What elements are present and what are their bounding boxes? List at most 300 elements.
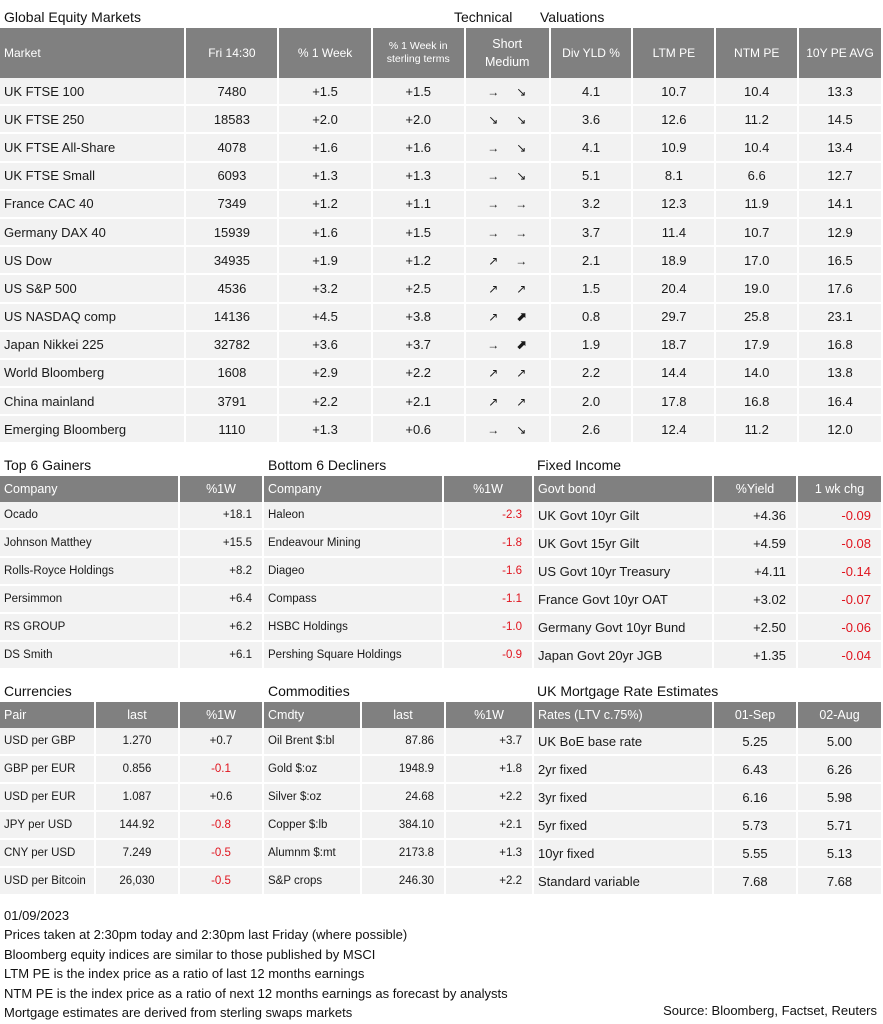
ten-year-pe-avg: 13.8 (799, 360, 883, 388)
commodity-change: +2.2 (446, 868, 534, 896)
equity-row (0, 106, 883, 134)
market-price: 4536 (186, 275, 279, 303)
cur-col-pair: Pair (0, 702, 96, 728)
cmd-col-change: %1W (446, 702, 534, 728)
decliner-row (264, 586, 534, 614)
ltm-pe: 12.6 (633, 106, 716, 134)
ten-year-pe-avg: 14.5 (799, 106, 883, 134)
bond-week-change: -0.14 (798, 558, 883, 586)
commodity-last: 384.10 (362, 812, 446, 840)
market-sterling-change: +1.2 (373, 247, 466, 275)
gainer-change: +18.1 (180, 502, 264, 530)
commodity-row (264, 756, 534, 784)
commodity-name: Silver $:oz (264, 784, 362, 812)
market-sterling-change: +2.5 (373, 275, 466, 303)
dividend-yield: 2.1 (551, 247, 634, 275)
mortgage-row (534, 840, 883, 868)
technical-arrows (466, 134, 551, 162)
mortgage-row (534, 868, 883, 896)
commodity-change: +2.1 (446, 812, 534, 840)
ltm-pe: 12.3 (633, 191, 716, 219)
bond-yield: +3.02 (714, 586, 798, 614)
commodity-row (264, 728, 534, 756)
gainer-company: DS Smith (0, 642, 180, 670)
decliner-company: Pershing Square Holdings (264, 642, 444, 670)
ten-year-pe-avg: 13.3 (799, 78, 883, 106)
fixed-income-table (534, 476, 883, 670)
commodity-row (264, 868, 534, 896)
col-technical-short: Short (492, 37, 523, 51)
currency-change: -0.1 (180, 756, 264, 784)
decliner-row (264, 558, 534, 586)
market-price: 4078 (186, 134, 279, 162)
short-term-arrow-icon: ↗ (488, 366, 499, 381)
col-div: Div YLD % (551, 28, 634, 78)
fi-col-bond: Govt bond (534, 476, 714, 502)
currency-change: -0.5 (180, 840, 264, 868)
bond-week-change: -0.04 (798, 642, 883, 670)
currency-change: -0.5 (180, 868, 264, 896)
market-week-change: +1.3 (279, 163, 372, 191)
commodities-header-row (264, 702, 534, 728)
market-name: US S&P 500 (0, 275, 186, 303)
ntm-pe: 11.2 (716, 416, 799, 444)
bond-row (534, 502, 883, 530)
equity-row (0, 134, 883, 162)
cur-col-last: last (96, 702, 180, 728)
market-price: 3791 (186, 388, 279, 416)
currencies-header-row (0, 702, 264, 728)
bond-yield: +4.59 (714, 530, 798, 558)
mortgage-rate-aug: 6.26 (798, 756, 883, 784)
bond-week-change: -0.08 (798, 530, 883, 558)
decliner-row (264, 502, 534, 530)
mortgage-table (534, 702, 883, 896)
bond-yield: +2.50 (714, 614, 798, 642)
dividend-yield: 3.7 (551, 219, 634, 247)
market-name: Japan Nikkei 225 (0, 332, 186, 360)
decliner-change: -1.0 (444, 614, 534, 642)
col-technical (466, 28, 551, 78)
short-term-arrow-icon: → (487, 337, 500, 352)
technical-arrows (466, 78, 551, 106)
currency-pair: GBP per EUR (0, 756, 96, 784)
gainer-change: +6.4 (180, 586, 264, 614)
mortgage-row (534, 728, 883, 756)
short-term-arrow-icon: ↘ (488, 112, 499, 127)
market-week-change: +1.6 (279, 134, 372, 162)
decliner-company: Haleon (264, 502, 444, 530)
equity-row (0, 388, 883, 416)
market-name: Germany DAX 40 (0, 219, 186, 247)
mortgage-rate-aug: 5.98 (798, 784, 883, 812)
market-name: UK FTSE 250 (0, 106, 186, 134)
equity-row (0, 360, 883, 388)
currency-change: +0.6 (180, 784, 264, 812)
mortgage-type: 5yr fixed (534, 812, 714, 840)
currency-row (0, 784, 264, 812)
mortgage-rate-sep: 5.25 (714, 728, 798, 756)
decliner-change: -2.3 (444, 502, 534, 530)
mortgage-type: 3yr fixed (534, 784, 714, 812)
mortgage-rate-aug: 5.13 (798, 840, 883, 868)
currency-pair: USD per GBP (0, 728, 96, 756)
ntm-pe: 6.6 (716, 163, 799, 191)
medium-term-arrow-icon: → (515, 225, 528, 240)
gainer-company: Johnson Matthey (0, 530, 180, 558)
market-price: 7349 (186, 191, 279, 219)
mortgage-type: 10yr fixed (534, 840, 714, 868)
market-week-change: +1.2 (279, 191, 372, 219)
market-sterling-change: +1.5 (373, 78, 466, 106)
equity-row (0, 304, 883, 332)
commodity-row (264, 784, 534, 812)
ntm-pe: 11.2 (716, 106, 799, 134)
commodity-last: 24.68 (362, 784, 446, 812)
bond-week-change: -0.06 (798, 614, 883, 642)
market-week-change: +1.3 (279, 416, 372, 444)
gainers-header-row (0, 476, 264, 502)
technical-arrows (466, 388, 551, 416)
equity-row (0, 275, 883, 303)
medium-term-arrow-icon: → (515, 197, 528, 212)
notes-line-5: Mortgage estimates are derived from sterling swaps markets (4, 1005, 353, 1021)
mortgage-title: UK Mortgage Rate Estimates (537, 683, 719, 699)
market-price: 7480 (186, 78, 279, 106)
bond-week-change: -0.07 (798, 586, 883, 614)
ntm-pe: 11.9 (716, 191, 799, 219)
technical-arrows (466, 304, 551, 332)
mortgage-row (534, 812, 883, 840)
decliner-change: -0.9 (444, 642, 534, 670)
gainer-change: +6.2 (180, 614, 264, 642)
mortgage-row (534, 784, 883, 812)
ltm-pe: 10.9 (633, 134, 716, 162)
technical-arrows (466, 191, 551, 219)
equity-row (0, 78, 883, 106)
market-week-change: +1.9 (279, 247, 372, 275)
gainer-company: Rolls-Royce Holdings (0, 558, 180, 586)
dividend-yield: 1.9 (551, 332, 634, 360)
ten-year-pe-avg: 16.5 (799, 247, 883, 275)
decliner-row (264, 642, 534, 670)
equity-row (0, 332, 883, 360)
currency-row (0, 728, 264, 756)
market-sterling-change: +1.1 (373, 191, 466, 219)
bond-name: US Govt 10yr Treasury (534, 558, 714, 586)
ten-year-pe-avg: 16.8 (799, 332, 883, 360)
market-name: US NASDAQ comp (0, 304, 186, 332)
mortgage-row (534, 756, 883, 784)
ntm-pe: 10.7 (716, 219, 799, 247)
mortgage-rate-sep: 6.16 (714, 784, 798, 812)
gainer-change: +15.5 (180, 530, 264, 558)
market-week-change: +1.5 (279, 78, 372, 106)
ten-year-pe-avg: 12.7 (799, 163, 883, 191)
currency-last: 7.249 (96, 840, 180, 868)
fi-col-yield: %Yield (714, 476, 798, 502)
commodity-name: Oil Brent $:bl (264, 728, 362, 756)
gainer-row (0, 530, 264, 558)
col-ntm: NTM PE (716, 28, 799, 78)
technical-arrows (466, 247, 551, 275)
short-term-arrow-icon: → (487, 140, 500, 155)
bond-yield: +4.36 (714, 502, 798, 530)
decliner-row (264, 614, 534, 642)
notes-line-4: NTM PE is the index price as a ratio of next 12 months earnings as forecast by analysts (4, 985, 508, 1001)
technical-arrows (466, 275, 551, 303)
footnotes (4, 906, 508, 1022)
decliner-change: -1.6 (444, 558, 534, 586)
bond-row (534, 586, 883, 614)
commodity-row (264, 812, 534, 840)
col-technical-medium: Medium (485, 55, 530, 69)
mortgage-rate-sep: 5.73 (714, 812, 798, 840)
commodities-title: Commodities (268, 683, 350, 699)
ltm-pe: 29.7 (633, 304, 716, 332)
currency-row (0, 812, 264, 840)
currency-pair: USD per EUR (0, 784, 96, 812)
commodity-change: +1.8 (446, 756, 534, 784)
ltm-pe: 14.4 (633, 360, 716, 388)
currency-last: 144.92 (96, 812, 180, 840)
gainers-col-change: %1W (180, 476, 264, 502)
cur-col-change: %1W (180, 702, 264, 728)
market-name: US Dow (0, 247, 186, 275)
market-price: 15939 (186, 219, 279, 247)
ten-year-pe-avg: 13.4 (799, 134, 883, 162)
fixed-income-header-row (534, 476, 883, 502)
gainer-change: +6.1 (180, 642, 264, 670)
decliners-header-row (264, 476, 534, 502)
col-sterling: % 1 Week in sterling terms (373, 28, 466, 78)
technical-arrows (466, 332, 551, 360)
medium-term-arrow-icon: ⬈ (515, 336, 527, 352)
ltm-pe: 20.4 (633, 275, 716, 303)
ntm-pe: 25.8 (716, 304, 799, 332)
gainer-change: +8.2 (180, 558, 264, 586)
gainer-company: Ocado (0, 502, 180, 530)
equities-header-row (0, 28, 883, 78)
mortgage-rate-aug: 5.00 (798, 728, 883, 756)
market-price: 1608 (186, 360, 279, 388)
ntm-pe: 10.4 (716, 78, 799, 106)
ltm-pe: 11.4 (633, 219, 716, 247)
ltm-pe: 17.8 (633, 388, 716, 416)
technical-arrows (466, 163, 551, 191)
medium-term-arrow-icon: ↘ (516, 140, 527, 155)
market-sterling-change: +3.7 (373, 332, 466, 360)
currency-row (0, 756, 264, 784)
bond-row (534, 642, 883, 670)
market-sterling-change: +2.0 (373, 106, 466, 134)
bond-yield: +1.35 (714, 642, 798, 670)
ltm-pe: 8.1 (633, 163, 716, 191)
commodity-last: 1948.9 (362, 756, 446, 784)
mort-col-rates: Rates (LTV c.75%) (534, 702, 714, 728)
short-term-arrow-icon: ↗ (488, 394, 499, 409)
market-price: 1110 (186, 416, 279, 444)
dividend-yield: 5.1 (551, 163, 634, 191)
notes-date: 01/09/2023 (4, 908, 70, 923)
market-sterling-change: +1.3 (373, 163, 466, 191)
ltm-pe: 12.4 (633, 416, 716, 444)
decliner-company: Diageo (264, 558, 444, 586)
commodity-last: 87.86 (362, 728, 446, 756)
gainers-table (0, 476, 264, 670)
market-sterling-change: +1.5 (373, 219, 466, 247)
medium-term-arrow-icon: ↘ (516, 112, 527, 127)
ten-year-pe-avg: 12.0 (799, 416, 883, 444)
currency-pair: JPY per USD (0, 812, 96, 840)
bond-row (534, 530, 883, 558)
decliner-company: Endeavour Mining (264, 530, 444, 558)
commodity-name: Alumnm $:mt (264, 840, 362, 868)
currency-pair: USD per Bitcoin (0, 868, 96, 896)
commodity-last: 246.30 (362, 868, 446, 896)
notes-line-1: Prices taken at 2:30pm today and 2:30pm last Friday (where possible) (4, 927, 408, 943)
medium-term-arrow-icon: ↘ (516, 422, 527, 437)
equity-row (0, 219, 883, 247)
currency-row (0, 840, 264, 868)
market-week-change: +2.2 (279, 388, 372, 416)
short-term-arrow-icon: → (487, 169, 500, 184)
ntm-pe: 19.0 (716, 275, 799, 303)
global-equity-title: Global Equity Markets (4, 9, 141, 25)
market-sterling-change: +1.6 (373, 134, 466, 162)
market-name: UK FTSE All-Share (0, 134, 186, 162)
currency-pair: CNY per USD (0, 840, 96, 868)
technical-arrows (466, 219, 551, 247)
dividend-yield: 1.5 (551, 275, 634, 303)
decliner-company: Compass (264, 586, 444, 614)
commodity-name: S&P crops (264, 868, 362, 896)
commodity-change: +3.7 (446, 728, 534, 756)
ten-year-pe-avg: 12.9 (799, 219, 883, 247)
short-term-arrow-icon: → (487, 84, 500, 99)
bond-name: UK Govt 15yr Gilt (534, 530, 714, 558)
decliner-company: HSBC Holdings (264, 614, 444, 642)
gainer-company: RS GROUP (0, 614, 180, 642)
currencies-table (0, 702, 264, 896)
currency-last: 26,030 (96, 868, 180, 896)
mort-col-sep: 01-Sep (714, 702, 798, 728)
ten-year-pe-avg: 17.6 (799, 275, 883, 303)
mortgage-type: UK BoE base rate (534, 728, 714, 756)
col-price: Fri 14:30 (186, 28, 279, 78)
dividend-yield: 2.6 (551, 416, 634, 444)
equities-table (0, 28, 883, 444)
market-sterling-change: +0.6 (373, 416, 466, 444)
short-term-arrow-icon: ↗ (488, 281, 499, 296)
valuations-title: Valuations (540, 9, 605, 25)
currencies-title: Currencies (4, 683, 72, 699)
equity-row (0, 247, 883, 275)
dividend-yield: 2.0 (551, 388, 634, 416)
dividend-yield: 3.6 (551, 106, 634, 134)
market-name: Emerging Bloomberg (0, 416, 186, 444)
dividend-yield: 0.8 (551, 304, 634, 332)
ntm-pe: 17.0 (716, 247, 799, 275)
decliner-row (264, 530, 534, 558)
source-note: Source: Bloomberg, Factset, Reuters (663, 1003, 877, 1018)
market-price: 34935 (186, 247, 279, 275)
medium-term-arrow-icon: ↗ (516, 281, 527, 296)
mortgage-type: Standard variable (534, 868, 714, 896)
commodity-change: +1.3 (446, 840, 534, 868)
bond-name: UK Govt 10yr Gilt (534, 502, 714, 530)
market-week-change: +3.6 (279, 332, 372, 360)
decliners-title: Bottom 6 Decliners (268, 457, 387, 473)
bond-name: Japan Govt 20yr JGB (534, 642, 714, 670)
medium-term-arrow-icon: ↘ (516, 169, 527, 184)
market-price: 32782 (186, 332, 279, 360)
decliners-col-company: Company (264, 476, 444, 502)
bond-row (534, 558, 883, 586)
equity-row (0, 191, 883, 219)
market-name: France CAC 40 (0, 191, 186, 219)
fixed-income-title: Fixed Income (537, 457, 622, 473)
ntm-pe: 10.4 (716, 134, 799, 162)
technical-arrows (466, 360, 551, 388)
market-sterling-change: +2.2 (373, 360, 466, 388)
ten-year-pe-avg: 23.1 (799, 304, 883, 332)
technical-arrows (466, 106, 551, 134)
market-price: 18583 (186, 106, 279, 134)
ntm-pe: 17.9 (716, 332, 799, 360)
currency-last: 1.087 (96, 784, 180, 812)
mortgage-type: 2yr fixed (534, 756, 714, 784)
ltm-pe: 18.9 (633, 247, 716, 275)
market-week-change: +4.5 (279, 304, 372, 332)
currency-change: -0.8 (180, 812, 264, 840)
col-avg: 10Y PE AVG (799, 28, 883, 78)
gainer-row (0, 502, 264, 530)
bond-yield: +4.11 (714, 558, 798, 586)
market-sterling-change: +3.8 (373, 304, 466, 332)
ntm-pe: 16.8 (716, 388, 799, 416)
commodity-name: Copper $:lb (264, 812, 362, 840)
decliners-col-change: %1W (444, 476, 534, 502)
decliners-table (264, 476, 534, 670)
market-name: China mainland (0, 388, 186, 416)
short-term-arrow-icon: ↗ (488, 309, 499, 324)
ten-year-pe-avg: 14.1 (799, 191, 883, 219)
medium-term-arrow-icon: ↗ (516, 366, 527, 381)
short-term-arrow-icon: → (487, 225, 500, 240)
short-term-arrow-icon: → (487, 422, 500, 437)
mortgage-rate-sep: 5.55 (714, 840, 798, 868)
commodity-name: Gold $:oz (264, 756, 362, 784)
market-sterling-change: +2.1 (373, 388, 466, 416)
market-name: UK FTSE Small (0, 163, 186, 191)
technical-arrows (466, 416, 551, 444)
ten-year-pe-avg: 16.4 (799, 388, 883, 416)
cmd-col-last: last (362, 702, 446, 728)
currency-change: +0.7 (180, 728, 264, 756)
market-week-change: +2.0 (279, 106, 372, 134)
col-market: Market (0, 28, 186, 78)
dividend-yield: 3.2 (551, 191, 634, 219)
dividend-yield: 2.2 (551, 360, 634, 388)
dividend-yield: 4.1 (551, 78, 634, 106)
dividend-yield: 4.1 (551, 134, 634, 162)
col-week: % 1 Week (279, 28, 372, 78)
gainer-company: Persimmon (0, 586, 180, 614)
mort-col-aug: 02-Aug (798, 702, 883, 728)
notes-line-3: LTM PE is the index price as a ratio of last 12 months earnings (4, 966, 365, 982)
market-price: 14136 (186, 304, 279, 332)
